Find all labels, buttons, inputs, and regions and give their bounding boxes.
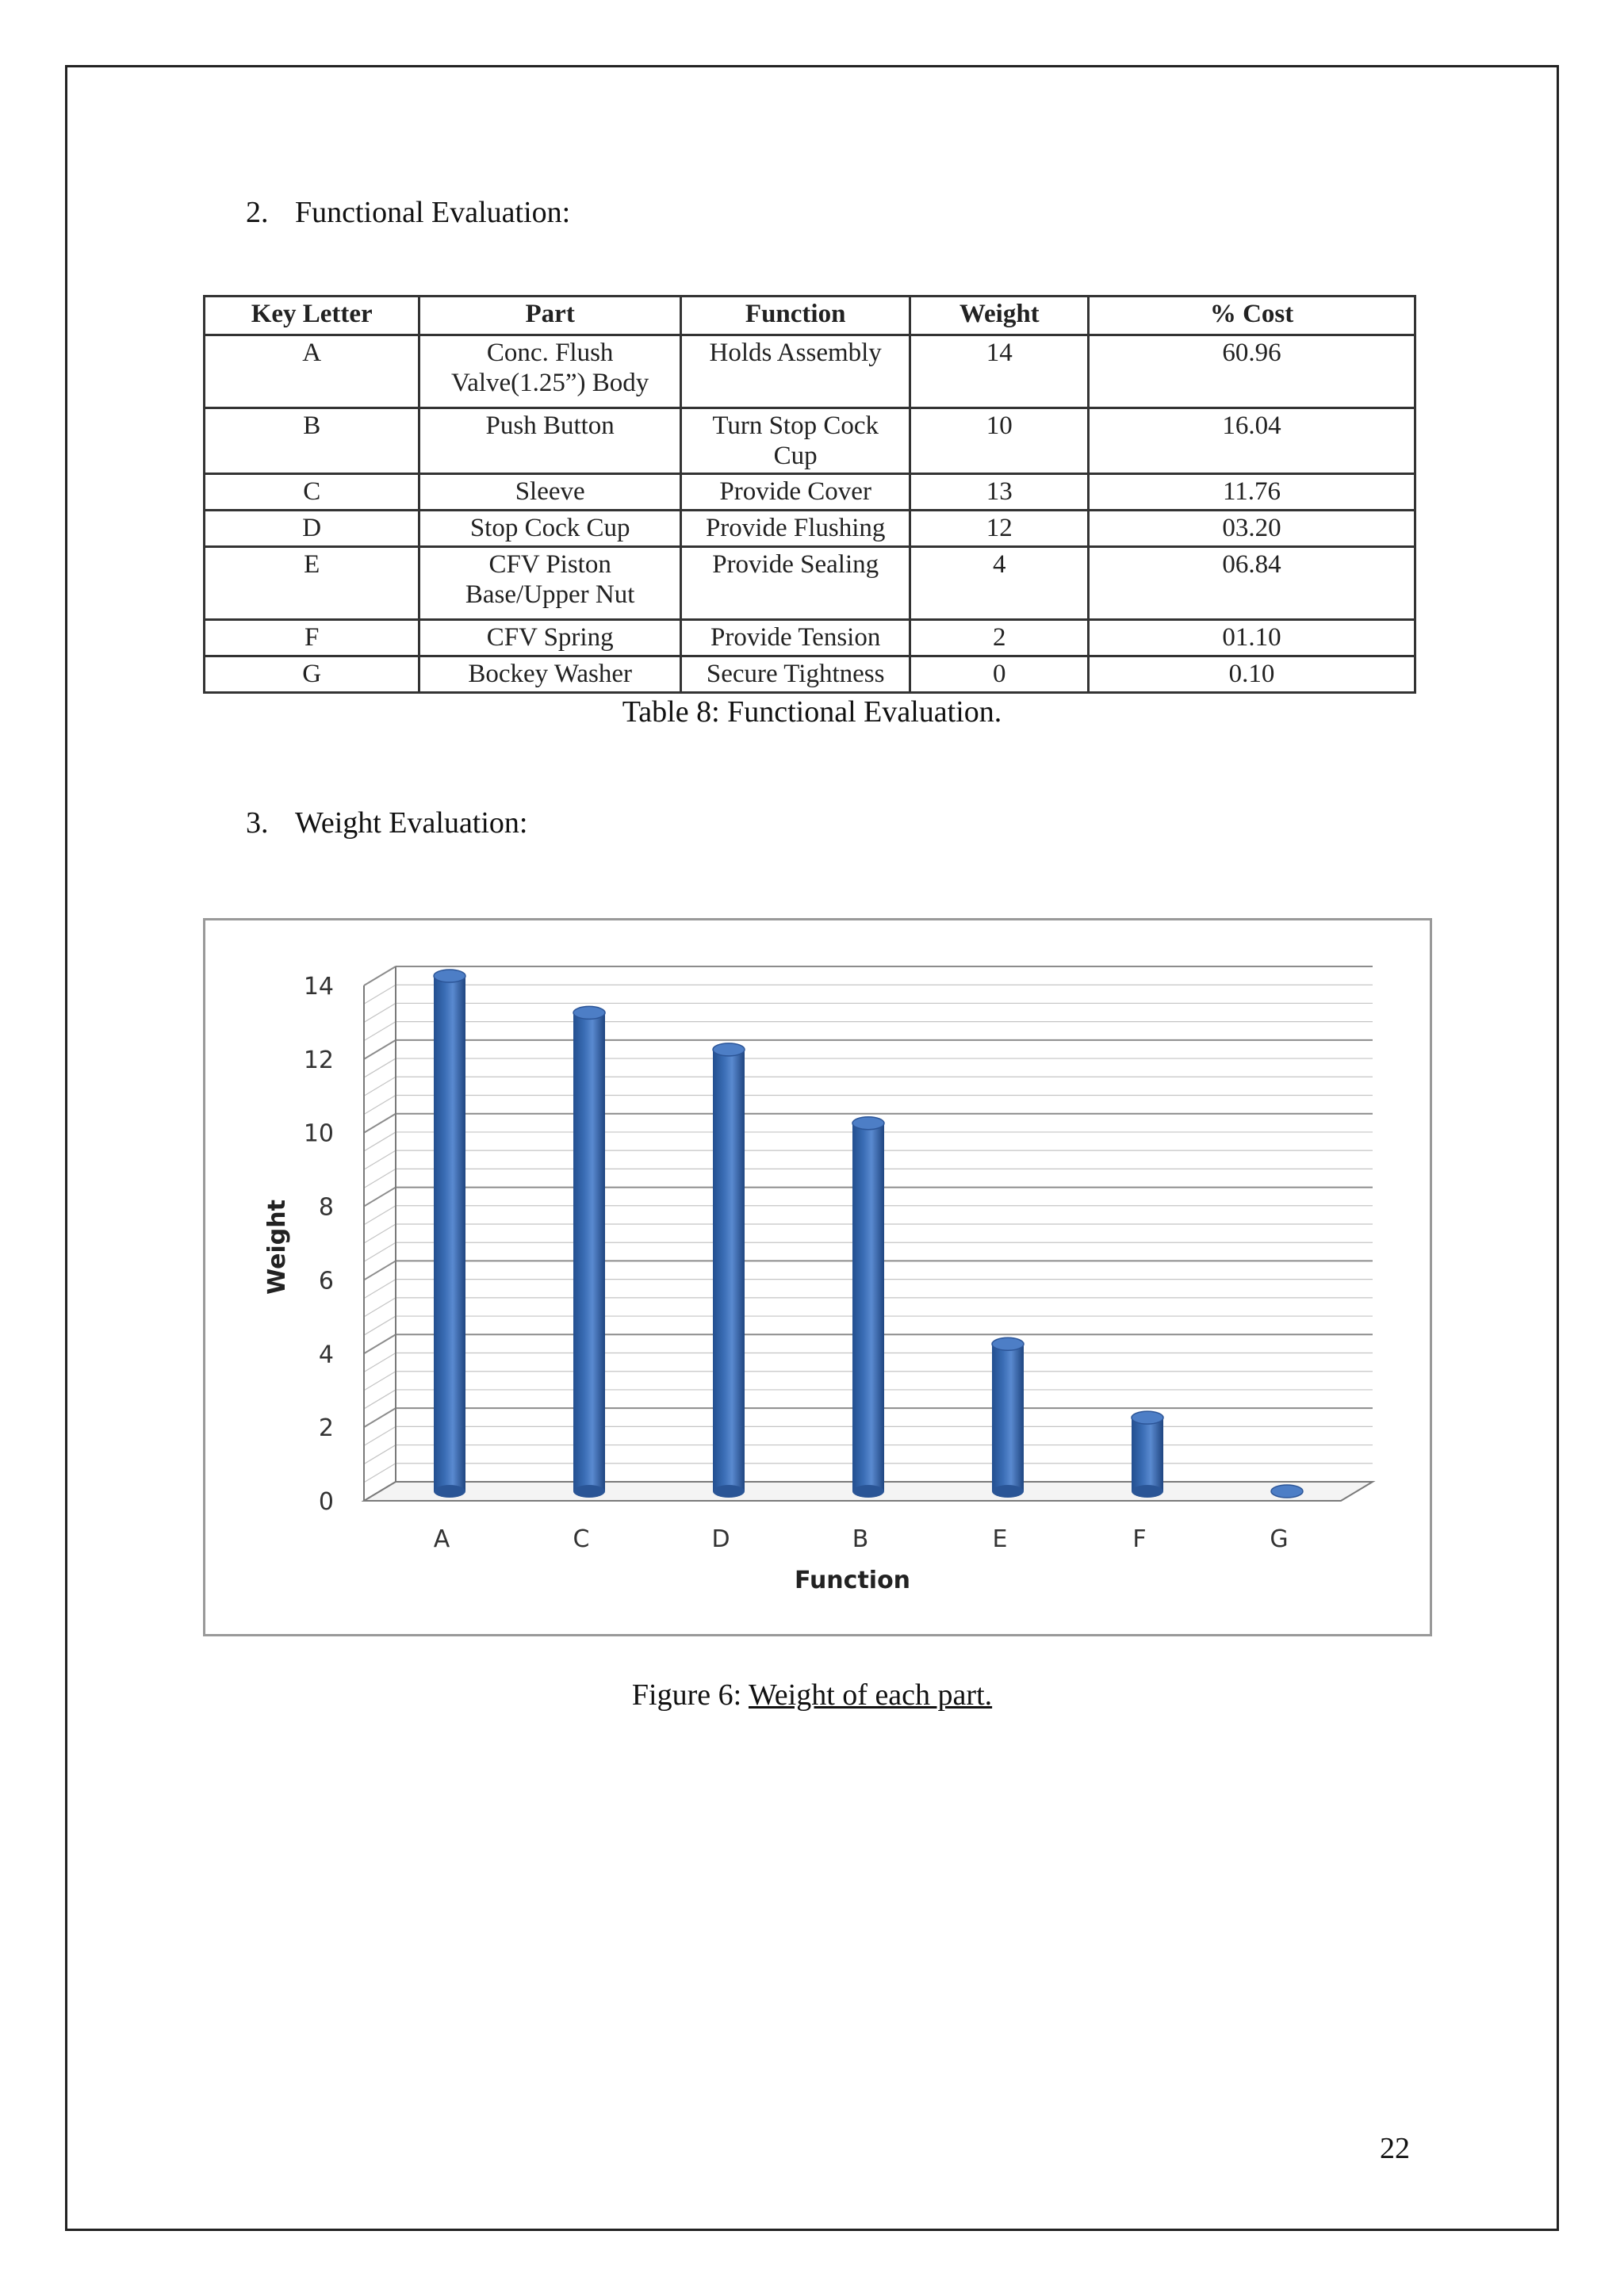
gridline-side (364, 1003, 396, 1022)
gridline-side (364, 1150, 396, 1169)
x-tick-label: G (1270, 1525, 1289, 1553)
cell-function: Provide Cover (680, 474, 910, 511)
y-tick-label: 10 (303, 1119, 334, 1148)
cell-cost: 01.10 (1089, 620, 1415, 656)
x-tick-label: D (711, 1525, 730, 1553)
bar-base-C (573, 1485, 605, 1498)
figure-caption-text: Weight of each part. (748, 1678, 993, 1712)
cell-function: Secure Tightness (680, 656, 910, 693)
bar-F (1132, 1418, 1163, 1491)
cell-function: Provide Flushing (680, 511, 910, 547)
section-number: 3. (246, 806, 269, 840)
gridline-side (364, 985, 396, 1004)
cell-key-letter: B (205, 408, 419, 474)
gridline-side (364, 1445, 396, 1464)
section-title: Functional Evaluation: (295, 196, 571, 229)
cell-weight: 12 (910, 511, 1089, 547)
gridline-side (364, 1058, 396, 1077)
table-row (205, 547, 1415, 620)
header-weight: Weight (910, 297, 1089, 335)
cell-cost: 60.96 (1089, 335, 1415, 408)
bar-D (713, 1050, 745, 1491)
gridline-side (364, 1188, 396, 1207)
cell-part: Sleeve (419, 474, 681, 511)
gridline-side (364, 1206, 396, 1225)
gridline-side (364, 1114, 396, 1133)
cell-function: Holds Assembly (680, 335, 910, 408)
bar-top-D (713, 1043, 745, 1056)
y-tick-label: 4 (318, 1341, 334, 1369)
figure-caption (0, 1678, 1624, 1712)
y-tick-label: 8 (318, 1193, 334, 1222)
table-row (205, 474, 1415, 511)
cell-key-letter: F (205, 620, 419, 656)
cell-part: CFV Spring (419, 620, 681, 656)
cell-weight: 0 (910, 656, 1089, 693)
bar-base-D (713, 1485, 745, 1498)
x-tick-label: E (992, 1525, 1008, 1553)
bar-top-A (434, 970, 465, 982)
y-axis-title: Weight (263, 1200, 291, 1295)
gridline-side (364, 1426, 396, 1445)
gridline-side (364, 1372, 396, 1391)
bar-top-C (573, 1006, 605, 1019)
gridline-side (364, 1224, 396, 1243)
bar-base-B (852, 1485, 884, 1498)
section-number: 2. (246, 196, 269, 229)
gridline-side (364, 1261, 396, 1280)
page-number: 22 (1380, 2132, 1410, 2165)
y-tick-label: 0 (318, 1488, 334, 1516)
y-tick-label: 6 (318, 1267, 334, 1295)
bar-C (573, 1012, 605, 1491)
weight-chart (203, 918, 1432, 1636)
cell-weight: 2 (910, 620, 1089, 656)
section-heading-weight-evaluation (246, 806, 527, 840)
gridline-side (364, 1132, 396, 1151)
bar-top-F (1132, 1411, 1163, 1424)
table-row (205, 511, 1415, 547)
x-tick-label: A (433, 1525, 450, 1553)
header-cost: % Cost (1089, 297, 1415, 335)
bar-base-E (992, 1485, 1024, 1498)
bar-top-B (852, 1117, 884, 1130)
section-heading-functional-evaluation (246, 195, 570, 230)
cell-part: Bockey Washer (419, 656, 681, 693)
gridline-side (364, 1022, 396, 1041)
x-axis-title: Function (794, 1567, 911, 1594)
x-tick-label: C (573, 1525, 590, 1553)
gridline-side (364, 1169, 396, 1188)
cell-cost: 06.84 (1089, 547, 1415, 620)
gridline-side (364, 1390, 396, 1409)
bar-E (992, 1344, 1024, 1491)
header-key-letter: Key Letter (205, 297, 419, 335)
bar-base-F (1132, 1485, 1163, 1498)
x-tick-label: F (1132, 1525, 1147, 1553)
gridline-side (364, 1040, 396, 1059)
y-tick-label: 12 (303, 1046, 334, 1074)
gridline-side (364, 1077, 396, 1096)
chart-svg (205, 920, 1430, 1634)
cell-key-letter: E (205, 547, 419, 620)
cell-cost: 03.20 (1089, 511, 1415, 547)
y-tick-label: 2 (318, 1414, 334, 1443)
table-header-row (205, 297, 1415, 335)
gridline-side (364, 1316, 396, 1335)
cell-key-letter: D (205, 511, 419, 547)
table-row (205, 656, 1415, 693)
cell-function: Provide Tension (680, 620, 910, 656)
gridline-side (364, 1298, 396, 1317)
cell-cost: 11.76 (1089, 474, 1415, 511)
bar-base-A (434, 1485, 465, 1498)
cell-weight: 13 (910, 474, 1089, 511)
cell-function: Turn Stop Cock Cup (680, 408, 910, 474)
header-function: Function (680, 297, 910, 335)
header-part: Part (419, 297, 681, 335)
cell-weight: 4 (910, 547, 1089, 620)
bar-B (852, 1123, 884, 1491)
gridline-side (364, 1280, 396, 1299)
figure-caption-prefix: Figure 6: (631, 1678, 742, 1712)
gridline-side (364, 966, 396, 985)
bar-top-E (992, 1337, 1024, 1350)
gridline-side (364, 1464, 396, 1483)
y-tick-label: 14 (303, 973, 334, 1001)
cell-cost: 16.04 (1089, 408, 1415, 474)
table-row (205, 408, 1415, 474)
table-row (205, 620, 1415, 656)
cell-weight: 14 (910, 335, 1089, 408)
cell-key-letter: C (205, 474, 419, 511)
bar-top-G (1271, 1485, 1303, 1498)
cell-key-letter: G (205, 656, 419, 693)
cell-function: Provide Sealing (680, 547, 910, 620)
cell-part: Push Button (419, 408, 681, 474)
table-row (205, 335, 1415, 408)
bar-A (434, 976, 465, 1491)
cell-part: Conc. Flush Valve(1.25”) Body (419, 335, 681, 408)
cell-part: Stop Cock Cup (419, 511, 681, 547)
gridline-side (364, 1096, 396, 1115)
cell-key-letter: A (205, 335, 419, 408)
section-title: Weight Evaluation: (295, 806, 528, 840)
functional-evaluation-table (203, 295, 1416, 694)
x-tick-label: B (852, 1525, 869, 1553)
gridline-side (364, 1353, 396, 1372)
cell-weight: 10 (910, 408, 1089, 474)
gridline-side (364, 1242, 396, 1261)
cell-cost: 0.10 (1089, 656, 1415, 693)
gridline-side (364, 1408, 396, 1427)
cell-part: CFV Piston Base/Upper Nut (419, 547, 681, 620)
table-caption: Table 8: Functional Evaluation. (622, 695, 1002, 729)
gridline-side (364, 1334, 396, 1353)
